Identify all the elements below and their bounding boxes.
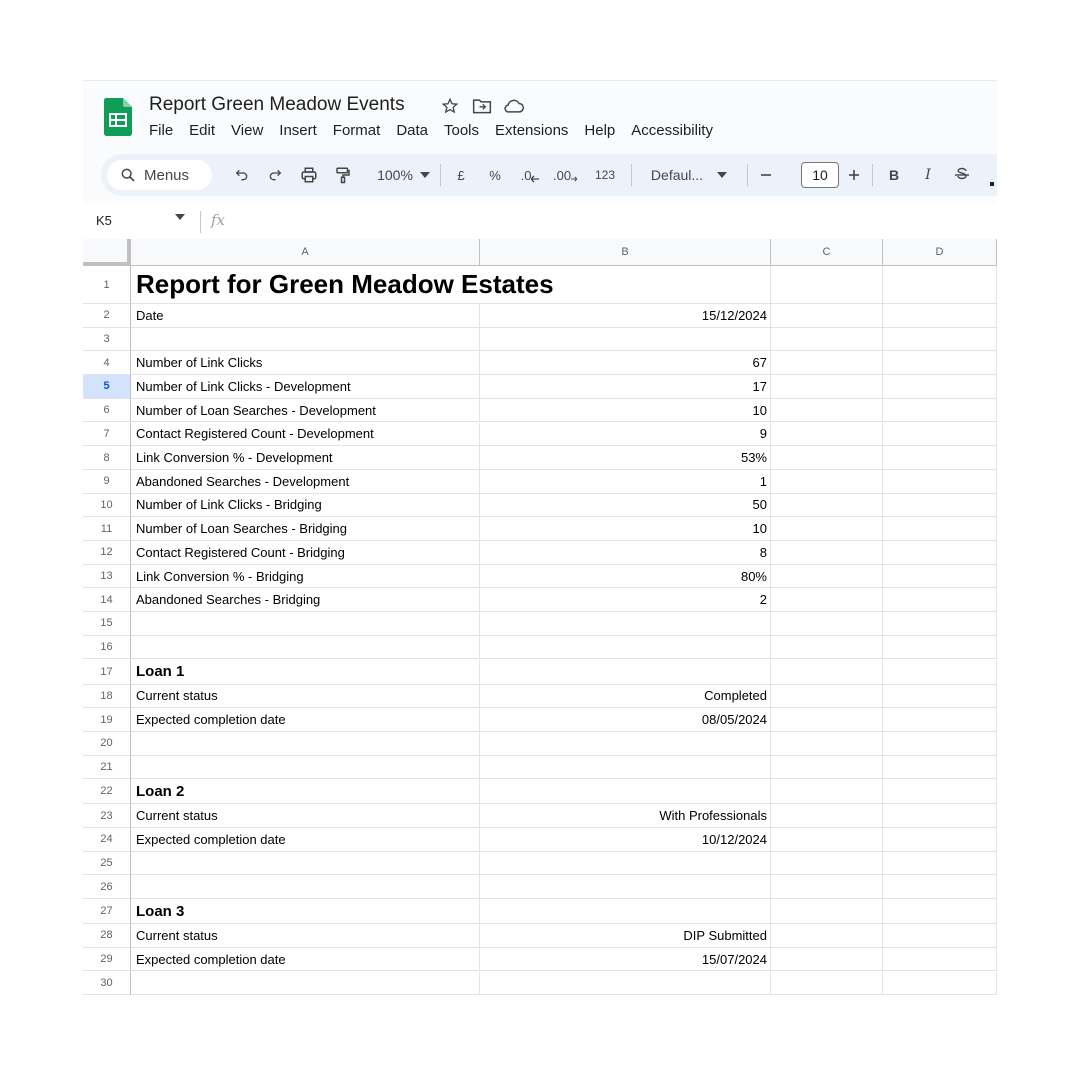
menu-bar [141,122,721,139]
cell-d[interactable] [883,804,997,828]
table-row [83,924,997,948]
cell-c[interactable] [771,541,883,565]
row-header[interactable]: 9 [83,470,131,494]
italic-button[interactable]: I [925,167,931,183]
row-header[interactable]: 3 [83,328,131,352]
row-header[interactable]: 28 [83,924,131,948]
table-row [83,828,997,852]
menu-insert[interactable]: Insert [279,122,317,139]
cell-d[interactable] [883,423,997,447]
arrow-left-icon [531,174,539,184]
table-row [83,423,997,447]
table-row [83,588,997,612]
cell-b[interactable]: 10 [480,399,771,423]
row-header[interactable]: 2 [83,304,131,328]
cell-b[interactable]: 08/05/2024 [480,708,771,732]
cell-b[interactable]: 2 [480,588,771,612]
cell-b[interactable]: 10/12/2024 [480,828,771,852]
table-row [83,494,997,518]
table-row [83,660,997,685]
cell-b[interactable] [480,732,771,756]
row-header[interactable]: 19 [83,708,131,732]
fx-icon: fx [211,211,226,229]
cell-b[interactable]: Completed [480,685,771,709]
cell-a[interactable]: Contact Registered Count - Development [131,423,480,447]
row-header[interactable]: 5 [83,375,131,399]
table-row [83,375,997,399]
row-header[interactable]: 21 [83,756,131,780]
table-row [83,517,997,541]
cell-d[interactable] [883,636,997,660]
search-icon [120,167,136,183]
paint-format-icon[interactable] [332,162,354,188]
cell-d[interactable] [883,852,997,876]
cell-c[interactable] [771,685,883,709]
cell-a[interactable]: Number of Loan Searches - Development [131,399,480,423]
row-header[interactable]: 1 [83,266,131,304]
cell-a[interactable]: Date [131,304,480,328]
cell-b[interactable]: 8 [480,541,771,565]
cell-b[interactable]: 67 [480,351,771,375]
cell-d[interactable] [883,899,997,924]
font-select[interactable]: Defaul... [650,167,704,183]
row-header[interactable]: 25 [83,852,131,876]
table-row [83,304,997,328]
cell-c[interactable] [771,470,883,494]
percent-format-button[interactable]: % [489,167,501,183]
select-all-corner[interactable] [83,239,131,266]
cell-d[interactable] [883,328,997,352]
row-header[interactable]: 13 [83,565,131,589]
cell-c[interactable] [771,612,883,636]
cell-d[interactable] [883,266,997,304]
cell-b[interactable]: 50 [480,494,771,518]
formula-bar [83,203,997,240]
row-header[interactable]: 12 [83,541,131,565]
undo-icon[interactable] [231,162,253,188]
cell-c[interactable] [771,636,883,660]
cell-d[interactable] [883,565,997,589]
cell-c[interactable] [771,804,883,828]
row-header[interactable]: 7 [83,423,131,447]
cell-c[interactable] [771,948,883,972]
currency-format-button[interactable]: £ [457,167,465,183]
cell-c[interactable] [771,304,883,328]
cell-b[interactable]: 15/07/2024 [480,948,771,972]
cell-a[interactable]: Current status [131,804,480,828]
table-row [83,779,997,804]
bold-button[interactable]: B [888,167,900,183]
table-row [83,351,997,375]
row-header[interactable]: 15 [83,612,131,636]
row-header[interactable]: 29 [83,948,131,972]
cell-d[interactable] [883,685,997,709]
cell-c[interactable] [771,708,883,732]
move-folder-icon[interactable] [471,95,493,117]
spreadsheet-window [83,80,997,1000]
cell-b[interactable]: DIP Submitted [480,924,771,948]
cell-d[interactable] [883,732,997,756]
cell-a[interactable]: Link Conversion % - Development [131,446,480,470]
cell-a[interactable]: Number of Loan Searches - Bridging [131,517,480,541]
strikethrough-icon[interactable] [952,162,972,188]
row-header[interactable]: 14 [83,588,131,612]
menu-help[interactable]: Help [584,122,616,139]
table-row [83,446,997,470]
cell-a[interactable]: Abandoned Searches - Development [131,470,480,494]
increase-decimal-label: .00 [553,167,572,183]
cell-a[interactable]: Loan 2 [131,779,480,804]
number-format-button[interactable]: 123 [594,168,616,182]
cloud-status-icon[interactable] [503,95,525,117]
cell-c[interactable] [771,517,883,541]
decrease-decimal-label: .0 [520,167,532,183]
cell-b[interactable] [480,636,771,660]
cell-c[interactable] [771,375,883,399]
cell-c[interactable] [771,924,883,948]
row-header[interactable]: 8 [83,446,131,470]
overflow-indicator [990,182,994,186]
row-header[interactable]: 6 [83,399,131,423]
cell-c[interactable] [771,423,883,447]
cell-d[interactable] [883,779,997,804]
table-row [83,266,997,304]
cell-b[interactable] [480,328,771,352]
cell-b[interactable]: 9 [480,423,771,447]
cell-b[interactable] [480,779,771,804]
cell-a[interactable]: Number of Link Clicks - Bridging [131,494,480,518]
cell-a[interactable]: Expected completion date [131,828,480,852]
cell-a[interactable] [131,756,480,780]
cell-a[interactable] [131,972,480,996]
row-header[interactable]: 24 [83,828,131,852]
table-row [83,399,997,423]
increase-font-size-icon[interactable] [845,162,863,188]
table-row [83,972,997,996]
table-row [83,541,997,565]
cell-a[interactable]: Number of Link Clicks - Development [131,375,480,399]
cell-c[interactable] [771,399,883,423]
cell-b[interactable]: 1 [480,470,771,494]
table-row [83,685,997,709]
cell-a[interactable]: Contact Registered Count - Bridging [131,541,480,565]
name-box[interactable]: K5 [96,213,112,228]
cell-a[interactable]: Expected completion date [131,948,480,972]
cell-b[interactable]: 80% [480,565,771,589]
cell-d[interactable] [883,517,997,541]
toolbar [101,154,997,196]
chevron-down-icon[interactable] [418,162,432,188]
cell-a[interactable]: Expected completion date [131,708,480,732]
row-header[interactable]: 26 [83,875,131,899]
cell-c[interactable] [771,852,883,876]
cell-b[interactable] [480,875,771,899]
cell-c[interactable] [771,660,883,685]
cell-d[interactable] [883,875,997,899]
table-row [83,756,997,780]
cell-b[interactable]: 53% [480,446,771,470]
row-header[interactable]: 18 [83,685,131,709]
cell-a[interactable]: Loan 3 [131,899,480,924]
menu-edit[interactable]: Edit [189,122,216,139]
star-icon[interactable] [439,95,461,117]
table-row [83,732,997,756]
menu-extensions[interactable]: Extensions [495,122,569,139]
table-row [83,852,997,876]
table-row [83,708,997,732]
cell-d[interactable] [883,948,997,972]
cell-c[interactable] [771,732,883,756]
cell-b[interactable]: With Professionals [480,804,771,828]
menu-format[interactable]: Format [332,122,381,139]
table-row [83,470,997,494]
cell-a[interactable]: Report for Green Meadow Estates [131,266,480,304]
cell-a[interactable] [131,636,480,660]
cell-b[interactable] [480,852,771,876]
row-header[interactable]: 20 [83,732,131,756]
cell-a[interactable]: Number of Link Clicks [131,351,480,375]
table-row [83,565,997,589]
arrow-right-icon [571,174,577,184]
increase-decimal-button[interactable] [553,162,577,188]
cell-c[interactable] [771,899,883,924]
print-icon[interactable] [298,162,320,188]
sheets-logo-icon[interactable] [104,98,132,136]
column-header-c[interactable]: C [771,239,883,266]
decrease-font-size-icon[interactable] [757,162,775,188]
zoom-select[interactable]: 100% [377,167,413,183]
cell-c[interactable] [771,875,883,899]
document-title[interactable]: Report Green Meadow Events [149,94,405,115]
cell-a[interactable]: Abandoned Searches - Bridging [131,588,480,612]
cell-d[interactable] [883,612,997,636]
cell-d[interactable] [883,351,997,375]
cell-d[interactable] [883,541,997,565]
table-row [83,612,997,636]
row-header[interactable]: 22 [83,779,131,804]
cell-a[interactable]: Link Conversion % - Bridging [131,565,480,589]
table-row [83,804,997,828]
cell-d[interactable] [883,399,997,423]
cell-b[interactable]: 15/12/2024 [480,304,771,328]
cell-d[interactable] [883,494,997,518]
row-header[interactable]: 10 [83,494,131,518]
cell-d[interactable] [883,828,997,852]
row-header[interactable]: 23 [83,804,131,828]
cell-c[interactable] [771,588,883,612]
table-row [83,948,997,972]
cell-b[interactable]: 17 [480,375,771,399]
cell-a[interactable]: Current status [131,685,480,709]
cell-d[interactable] [883,446,997,470]
cell-a[interactable]: Current status [131,924,480,948]
column-header-a[interactable]: A [131,239,480,266]
cell-c[interactable] [771,351,883,375]
table-row [83,899,997,924]
cell-d[interactable] [883,470,997,494]
row-header[interactable]: 11 [83,517,131,541]
cell-d[interactable] [883,375,997,399]
row-header[interactable]: 17 [83,660,131,685]
cell-d[interactable] [883,756,997,780]
cell-a[interactable]: Loan 1 [131,660,480,685]
cell-c[interactable] [771,446,883,470]
cell-b[interactable] [480,612,771,636]
table-row [83,636,997,660]
cell-a[interactable] [131,612,480,636]
cell-c[interactable] [771,972,883,996]
search-label: Menus [144,166,190,184]
cell-b[interactable] [480,756,771,780]
table-row [83,328,997,352]
cell-a[interactable] [131,875,480,899]
cell-c[interactable] [771,756,883,780]
table-row [83,875,997,899]
cell-a[interactable] [131,328,480,352]
cell-a[interactable] [131,852,480,876]
name-box-chevron-down-icon[interactable] [175,214,185,220]
menu-accessibility[interactable]: Accessibility [631,122,713,139]
cell-d[interactable] [883,304,997,328]
menu-search[interactable] [107,160,212,190]
row-header[interactable]: 4 [83,351,131,375]
menu-file[interactable]: File [149,122,174,139]
cell-b[interactable] [480,660,771,685]
cell-b[interactable]: 10 [480,517,771,541]
menu-tools[interactable]: Tools [444,122,480,139]
cell-d[interactable] [883,708,997,732]
cell-c[interactable] [771,266,883,304]
menu-view[interactable]: View [231,122,264,139]
redo-icon[interactable] [264,162,286,188]
menu-data[interactable]: Data [396,122,428,139]
row-header[interactable]: 27 [83,899,131,924]
cell-c[interactable] [771,565,883,589]
title-bar [83,80,997,153]
cell-c[interactable] [771,494,883,518]
cell-d[interactable] [883,972,997,996]
decrease-decimal-button[interactable] [519,162,541,188]
cell-c[interactable] [771,779,883,804]
column-header-d[interactable]: D [883,239,997,266]
cell-c[interactable] [771,828,883,852]
row-header[interactable]: 16 [83,636,131,660]
row-header[interactable]: 30 [83,972,131,996]
cell-b[interactable] [480,899,771,924]
cell-d[interactable] [883,588,997,612]
column-header-b[interactable]: B [480,239,771,266]
cell-b[interactable] [480,972,771,996]
cell-c[interactable] [771,328,883,352]
cell-d[interactable] [883,924,997,948]
cell-a[interactable] [131,732,480,756]
font-chevron-down-icon[interactable] [715,162,729,188]
font-size-input[interactable]: 10 [801,162,839,188]
cell-d[interactable] [883,660,997,685]
